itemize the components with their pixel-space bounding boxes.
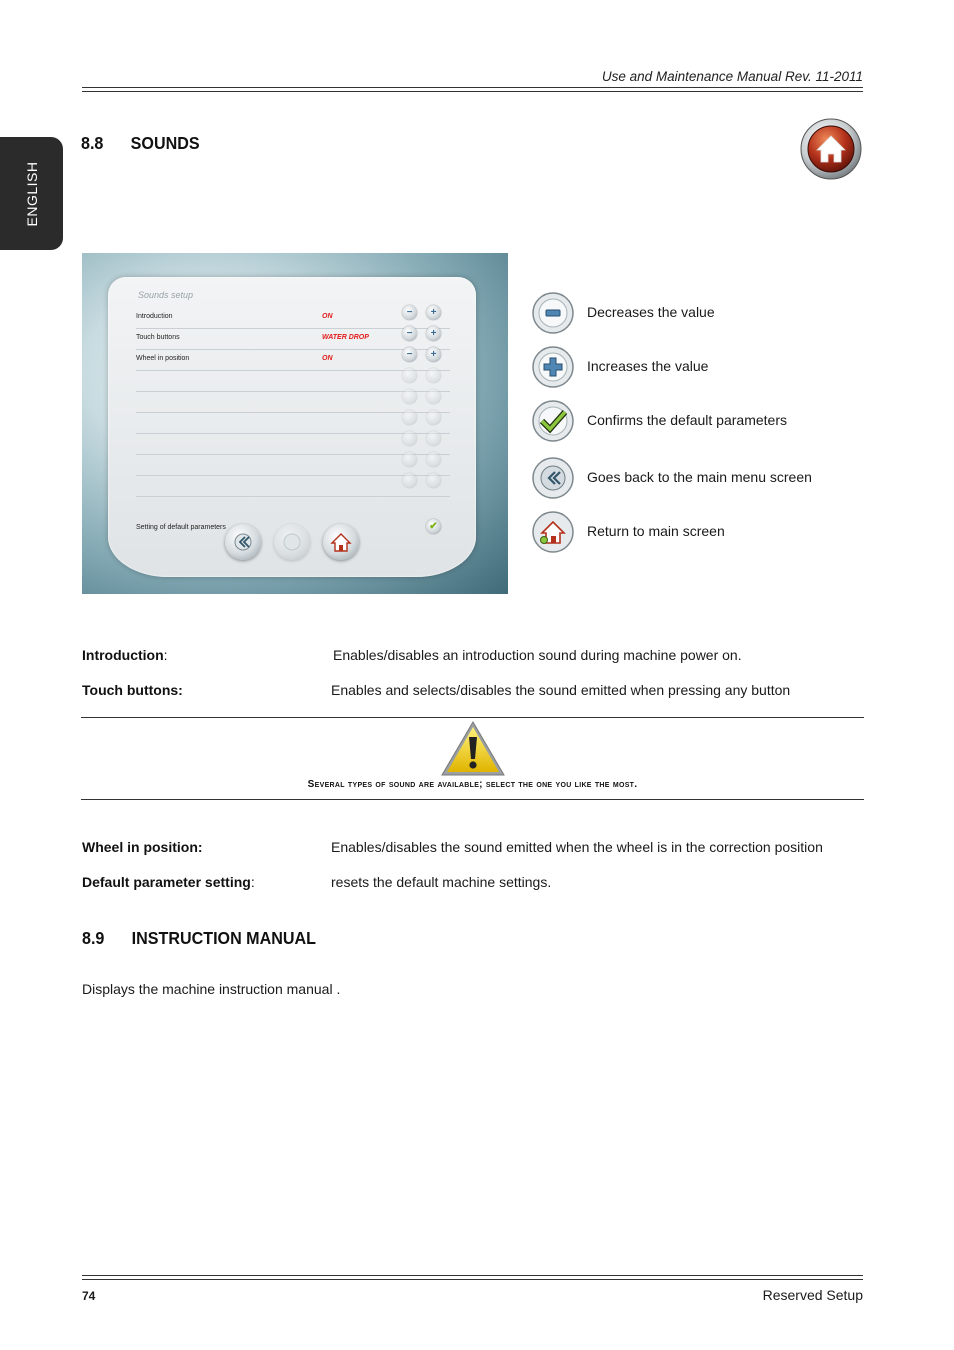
panel-title: Sounds setup [138,290,194,300]
plus-icon [531,345,575,389]
minus-button-disabled [402,452,417,467]
setting-label: Touch buttons [136,334,180,341]
setting-value: ON [322,355,333,362]
minus-icon [531,291,575,335]
plus-button-disabled [426,389,441,404]
sounds-setup-screenshot [82,253,508,594]
minus-icon: − [406,307,413,318]
default-parameters-label: Setting of default parameters [136,524,226,531]
plus-button-disabled [426,452,441,467]
section-number: 8.9 [82,928,105,948]
section-title: SOUNDS [130,133,200,153]
manual-header-title: Use and Maintenance Manual Rev. 11-2011 [601,69,863,84]
legend-item-confirm [531,399,871,443]
minus-button[interactable] [402,326,417,341]
language-tab-label: ENGLISH [23,161,40,226]
plus-button-disabled [426,473,441,488]
warning-note: Several types of sound are available; select the one you like the most. [307,779,638,790]
check-icon: ✔ [429,521,438,532]
header-rule [82,87,863,88]
legend-text: Increases the value [587,358,709,374]
minus-button-disabled [402,473,417,488]
back-button[interactable] [225,524,261,560]
minus-button[interactable] [402,347,417,362]
legend-item-back [531,456,871,500]
setting-label: Wheel in position [136,355,190,362]
plus-button[interactable] [426,347,441,362]
section-heading-sounds [81,133,200,154]
instruction-manual-description: Displays the machine instruction manual . [82,981,341,997]
minus-icon: − [406,328,413,339]
definition-label-default-parameter: Default parameter setting: [82,874,255,890]
minus-button-disabled [402,431,417,446]
minus-button-disabled [402,389,417,404]
plus-button[interactable] [426,305,441,320]
header-rule-2 [82,91,863,92]
plus-button[interactable] [426,326,441,341]
warning-icon [440,720,506,778]
section-title: INSTRUCTION MANUAL [131,928,316,948]
definition-text-introduction: Enables/disables an introduction sound during machine power on. [333,647,742,663]
legend-text: Decreases the value [587,304,715,320]
setting-value: ON [322,313,333,320]
definition-text-default-parameter: resets the default machine settings. [331,874,552,890]
back-icon [531,456,575,500]
definition-text-wheel-in-position: Enables/disables the sound emitted when the wheel is in the correction position [331,839,823,855]
home-button[interactable] [323,524,359,560]
legend-item-decrease [531,291,871,335]
definition-label-wheel-in-position: Wheel in position: [82,839,203,855]
footer-rule-2 [82,1279,863,1280]
minus-button-disabled [402,410,417,425]
setting-label: Introduction [136,313,173,320]
minus-button-disabled [402,368,417,383]
legend-text: Goes back to the main menu screen [587,469,812,485]
legend-text: Confirms the default parameters [587,412,787,428]
check-icon [531,399,575,443]
setting-value: WATER DROP [322,334,369,341]
footer-rule [82,1275,863,1276]
plus-button-disabled [426,431,441,446]
warning-rule-top [81,717,864,718]
minus-button[interactable] [402,305,417,320]
legend-item-home [531,510,871,554]
home-icon [323,524,359,560]
plus-button-disabled [426,410,441,425]
language-tab [0,137,63,250]
footer-section-name: Reserved Setup [762,1287,863,1303]
legend-text: Return to main screen [587,523,725,539]
minus-icon: − [406,349,413,360]
home-icon [531,510,575,554]
page-number: 74 [82,1289,96,1303]
plus-icon: + [430,307,437,318]
section-number: 8.8 [81,133,104,153]
home-icon [800,118,862,180]
plus-button-disabled [426,368,441,383]
forward-icon [274,524,310,560]
definition-label-introduction: Introduction: [82,647,168,663]
setup-panel [108,277,476,577]
back-icon [225,524,261,560]
confirm-defaults-button[interactable] [426,519,441,534]
legend-item-increase [531,345,871,389]
definition-label-touch-buttons: Touch buttons: [82,682,183,698]
plus-icon: + [430,349,437,360]
plus-icon: + [430,328,437,339]
definition-text-touch-buttons: Enables and selects/disables the sound emitted when pressing any button [331,682,791,698]
forward-button-disabled [274,524,310,560]
warning-rule-bottom [81,799,864,800]
section-heading-instruction-manual [82,928,316,949]
